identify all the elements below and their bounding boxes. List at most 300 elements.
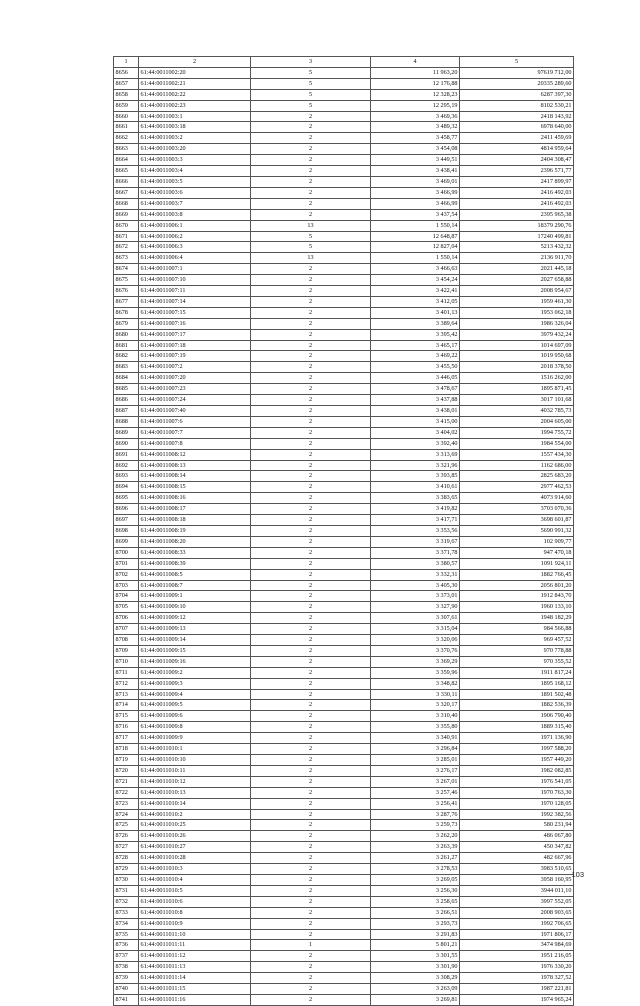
cadastral-number-cell: 61:44:0011009:2 (139, 667, 251, 678)
specific-value-cell: 3 469,36 (371, 111, 460, 122)
row-number-cell: 8683 (114, 362, 139, 373)
data-table (113, 56, 574, 1006)
cadastral-number-cell: 61:44:0011011:12 (139, 951, 251, 962)
cadastral-value-cell: 1957 449,20 (460, 755, 574, 766)
cadastral-number-cell: 61:44:0011009:13 (139, 624, 251, 635)
table-row (114, 842, 574, 853)
cadastral-number-cell: 61:44:0011007:7 (139, 427, 251, 438)
cadastral-number-cell: 61:44:0011007:24 (139, 395, 251, 406)
group-cell: 2 (251, 482, 371, 493)
specific-value-cell: 3 308,29 (371, 973, 460, 984)
row-number-cell: 8711 (114, 667, 139, 678)
cadastral-number-cell: 61:44:0011003:4 (139, 166, 251, 177)
table-row (114, 198, 574, 209)
cadastral-number-cell: 61:44:0011009:6 (139, 711, 251, 722)
cadastral-value-cell: 2417 899,97 (460, 176, 574, 187)
cadastral-number-cell: 61:44:0011010:25 (139, 820, 251, 831)
group-cell: 5 (251, 242, 371, 253)
row-number-cell: 8681 (114, 340, 139, 351)
cadastral-number-cell: 61:44:0011003:2 (139, 133, 251, 144)
specific-value-cell: 3 266,51 (371, 907, 460, 918)
specific-value-cell: 3 393,85 (371, 471, 460, 482)
cadastral-value-cell: 1971 136,90 (460, 733, 574, 744)
specific-value-cell: 3 348,82 (371, 678, 460, 689)
specific-value-cell: 3 330,11 (371, 689, 460, 700)
specific-value-cell: 3 466,99 (371, 198, 460, 209)
cadastral-number-cell: 61:44:0011010:27 (139, 842, 251, 853)
group-cell: 2 (251, 384, 371, 395)
cadastral-value-cell: 1987 221,81 (460, 984, 574, 995)
table-row (114, 591, 574, 602)
row-number-cell: 8695 (114, 493, 139, 504)
group-cell: 2 (251, 362, 371, 373)
row-number-cell: 8669 (114, 209, 139, 220)
group-cell: 2 (251, 973, 371, 984)
row-number-cell: 8680 (114, 329, 139, 340)
row-number-cell: 8689 (114, 427, 139, 438)
cadastral-value-cell: 1882 766,45 (460, 569, 574, 580)
row-number-cell: 8719 (114, 755, 139, 766)
cadastral-value-cell: 2395 965,38 (460, 209, 574, 220)
cadastral-value-cell: 3983 510,65 (460, 864, 574, 875)
header-col-5: 5 (460, 57, 574, 68)
row-number-cell: 8714 (114, 700, 139, 711)
table-row (114, 558, 574, 569)
specific-value-cell: 12 176,88 (371, 78, 460, 89)
cadastral-value-cell: 4032 785,73 (460, 406, 574, 417)
specific-value-cell: 3 489,32 (371, 122, 460, 133)
group-cell: 2 (251, 493, 371, 504)
row-number-cell: 8735 (114, 929, 139, 940)
table-row (114, 667, 574, 678)
table-row (114, 275, 574, 286)
table-row (114, 994, 574, 1005)
row-number-cell: 8700 (114, 547, 139, 558)
group-cell: 2 (251, 395, 371, 406)
cadastral-value-cell: 1992 706,65 (460, 918, 574, 929)
cadastral-value-cell: 2404 308,47 (460, 155, 574, 166)
cadastral-value-cell: 5690 991,32 (460, 525, 574, 536)
table-row (114, 373, 574, 384)
cadastral-number-cell: 61:44:0011007:15 (139, 307, 251, 318)
cadastral-number-cell: 61:44:0011003:8 (139, 209, 251, 220)
cadastral-number-cell: 61:44:0011010:11 (139, 765, 251, 776)
table-row (114, 166, 574, 177)
specific-value-cell: 3 466,99 (371, 187, 460, 198)
cadastral-number-cell: 61:44:0011002:20 (139, 67, 251, 78)
specific-value-cell: 12 295,19 (371, 100, 460, 111)
cadastral-number-cell: 61:44:0011010:12 (139, 776, 251, 787)
group-cell: 5 (251, 89, 371, 100)
header-col-1: 1 (114, 57, 139, 68)
group-cell: 2 (251, 449, 371, 460)
specific-value-cell: 3 278,53 (371, 864, 460, 875)
row-number-cell: 8737 (114, 951, 139, 962)
specific-value-cell: 3 438,01 (371, 406, 460, 417)
cadastral-value-cell: 1976 541,05 (460, 776, 574, 787)
cadastral-value-cell: 3698 601,87 (460, 515, 574, 526)
specific-value-cell: 3 395,42 (371, 329, 460, 340)
row-number-cell: 8667 (114, 187, 139, 198)
group-cell: 2 (251, 427, 371, 438)
cadastral-number-cell: 61:44:0011009:5 (139, 700, 251, 711)
specific-value-cell: 3 321,96 (371, 460, 460, 471)
row-number-cell: 8738 (114, 962, 139, 973)
specific-value-cell: 3 466,63 (371, 264, 460, 275)
cadastral-number-cell: 61:44:0011003:20 (139, 144, 251, 155)
table-row (114, 874, 574, 885)
table-row (114, 896, 574, 907)
table-row (114, 340, 574, 351)
cadastral-value-cell: 18379 290,76 (460, 220, 574, 231)
group-cell: 2 (251, 831, 371, 842)
cadastral-number-cell: 61:44:0011010:4 (139, 874, 251, 885)
cadastral-number-cell: 61:44:0011010:8 (139, 907, 251, 918)
table-row (114, 984, 574, 995)
table-row (114, 525, 574, 536)
group-cell: 2 (251, 504, 371, 515)
specific-value-cell: 3 373,01 (371, 591, 460, 602)
group-cell: 2 (251, 275, 371, 286)
cadastral-value-cell: 6287 397,30 (460, 89, 574, 100)
row-number-cell: 8725 (114, 820, 139, 831)
row-number-cell: 8732 (114, 896, 139, 907)
group-cell: 2 (251, 907, 371, 918)
cadastral-number-cell: 61:44:0011003:6 (139, 187, 251, 198)
group-cell: 2 (251, 645, 371, 656)
group-cell: 2 (251, 787, 371, 798)
cadastral-number-cell: 61:44:0011008:5 (139, 569, 251, 580)
specific-value-cell: 12 648,87 (371, 231, 460, 242)
cadastral-value-cell: 2416 492,03 (460, 187, 574, 198)
row-number-cell: 8682 (114, 351, 139, 362)
cadastral-number-cell: 61:44:0011003:1 (139, 111, 251, 122)
specific-value-cell: 3 454,24 (371, 275, 460, 286)
specific-value-cell: 3 258,65 (371, 896, 460, 907)
group-cell: 13 (251, 220, 371, 231)
row-number-cell: 8697 (114, 515, 139, 526)
table-row (114, 351, 574, 362)
specific-value-cell: 3 276,17 (371, 765, 460, 776)
cadastral-number-cell: 61:44:0011007:2 (139, 362, 251, 373)
table-row (114, 67, 574, 78)
group-cell: 2 (251, 187, 371, 198)
cadastral-number-cell: 61:44:0011009:16 (139, 656, 251, 667)
table-row (114, 176, 574, 187)
cadastral-number-cell: 61:44:0011007:6 (139, 416, 251, 427)
group-cell: 2 (251, 874, 371, 885)
cadastral-value-cell: 1953 062,18 (460, 307, 574, 318)
table-row (114, 144, 574, 155)
table-row (114, 536, 574, 547)
row-number-cell: 8658 (114, 89, 139, 100)
cadastral-number-cell: 61:44:0011011:11 (139, 940, 251, 951)
cadastral-number-cell: 61:44:0011006:1 (139, 220, 251, 231)
cadastral-number-cell: 61:44:0011003:5 (139, 176, 251, 187)
cadastral-value-cell: 1891 502,48 (460, 689, 574, 700)
row-number-cell: 8685 (114, 384, 139, 395)
table-row (114, 220, 574, 231)
cadastral-number-cell: 61:44:0011007:23 (139, 384, 251, 395)
row-number-cell: 8733 (114, 907, 139, 918)
cadastral-value-cell: 2008 954,67 (460, 286, 574, 297)
row-number-cell: 8663 (114, 144, 139, 155)
specific-value-cell: 3 320,06 (371, 635, 460, 646)
row-number-cell: 8718 (114, 744, 139, 755)
cadastral-number-cell: 61:44:0011010:28 (139, 853, 251, 864)
cadastral-number-cell: 61:44:0011007:11 (139, 286, 251, 297)
cadastral-number-cell: 61:44:0011009:9 (139, 733, 251, 744)
table-row (114, 656, 574, 667)
cadastral-value-cell: 984 566,88 (460, 624, 574, 635)
specific-value-cell: 3 263,39 (371, 842, 460, 853)
table-row (114, 547, 574, 558)
specific-value-cell: 3 287,76 (371, 809, 460, 820)
row-number-cell: 8730 (114, 874, 139, 885)
row-number-cell: 8740 (114, 984, 139, 995)
table-row (114, 809, 574, 820)
group-cell: 2 (251, 460, 371, 471)
specific-value-cell: 1 550,14 (371, 220, 460, 231)
group-cell: 2 (251, 547, 371, 558)
cadastral-number-cell: 61:44:0011010:9 (139, 918, 251, 929)
table-row (114, 711, 574, 722)
row-number-cell: 8703 (114, 580, 139, 591)
cadastral-value-cell: 2416 492,03 (460, 198, 574, 209)
cadastral-value-cell: 450 347,82 (460, 842, 574, 853)
row-number-cell: 8734 (114, 918, 139, 929)
header-col-4: 4 (371, 57, 460, 68)
cadastral-value-cell: 1960 133,10 (460, 602, 574, 613)
cadastral-number-cell: 61:44:0011007:14 (139, 296, 251, 307)
row-number-cell: 8729 (114, 864, 139, 875)
group-cell: 2 (251, 896, 371, 907)
row-number-cell: 8701 (114, 558, 139, 569)
cadastral-value-cell: 1091 924,11 (460, 558, 574, 569)
table-row (114, 449, 574, 460)
cadastral-value-cell: 17240 499,81 (460, 231, 574, 242)
specific-value-cell: 3 446,05 (371, 373, 460, 384)
row-number-cell: 8713 (114, 689, 139, 700)
row-number-cell: 8702 (114, 569, 139, 580)
row-number-cell: 8675 (114, 275, 139, 286)
cadastral-number-cell: 61:44:0011010:2 (139, 809, 251, 820)
group-cell: 2 (251, 613, 371, 624)
cadastral-number-cell: 61:44:0011003:7 (139, 198, 251, 209)
specific-value-cell: 3 410,61 (371, 482, 460, 493)
row-number-cell: 8676 (114, 286, 139, 297)
group-cell: 2 (251, 591, 371, 602)
cadastral-value-cell: 97619 712,00 (460, 67, 574, 78)
row-number-cell: 8726 (114, 831, 139, 842)
specific-value-cell: 3 355,80 (371, 722, 460, 733)
cadastral-number-cell: 61:44:0011011:16 (139, 994, 251, 1005)
cadastral-number-cell: 61:44:0011011:13 (139, 962, 251, 973)
specific-value-cell: 3 380,57 (371, 558, 460, 569)
specific-value-cell: 3 359,96 (371, 667, 460, 678)
row-number-cell: 8657 (114, 78, 139, 89)
cadastral-value-cell: 20335 289,60 (460, 78, 574, 89)
group-cell: 2 (251, 166, 371, 177)
table-row (114, 820, 574, 831)
cadastral-value-cell: 1162 686,00 (460, 460, 574, 471)
specific-value-cell: 3 301,90 (371, 962, 460, 973)
table-row (114, 907, 574, 918)
table-row (114, 765, 574, 776)
cadastral-value-cell: 969 457,52 (460, 635, 574, 646)
group-cell: 2 (251, 929, 371, 940)
cadastral-number-cell: 61:44:0011008:12 (139, 449, 251, 460)
specific-value-cell: 3 307,61 (371, 613, 460, 624)
row-number-cell: 8728 (114, 853, 139, 864)
table-row (114, 438, 574, 449)
header-row (114, 57, 574, 68)
specific-value-cell: 3 262,20 (371, 831, 460, 842)
table-row (114, 700, 574, 711)
cadastral-number-cell: 61:44:0011003:18 (139, 122, 251, 133)
group-cell: 2 (251, 864, 371, 875)
cadastral-number-cell: 61:44:0011008:39 (139, 558, 251, 569)
cadastral-value-cell: 2977 462,53 (460, 482, 574, 493)
group-cell: 2 (251, 416, 371, 427)
table-row (114, 929, 574, 940)
cadastral-value-cell: 2418 143,92 (460, 111, 574, 122)
row-number-cell: 8736 (114, 940, 139, 951)
specific-value-cell: 3 293,73 (371, 918, 460, 929)
specific-value-cell: 5 801,21 (371, 940, 460, 951)
specific-value-cell: 3 369,29 (371, 656, 460, 667)
cadastral-number-cell: 61:44:0011008:17 (139, 504, 251, 515)
row-number-cell: 8698 (114, 525, 139, 536)
cadastral-number-cell: 61:44:0011007:16 (139, 318, 251, 329)
specific-value-cell: 11 963,20 (371, 67, 460, 78)
cadastral-value-cell: 1978 327,52 (460, 973, 574, 984)
table-row (114, 307, 574, 318)
cadastral-number-cell: 61:44:0011006:4 (139, 253, 251, 264)
row-number-cell: 8721 (114, 776, 139, 787)
specific-value-cell: 3 465,17 (371, 340, 460, 351)
specific-value-cell: 3 370,76 (371, 645, 460, 656)
table-body (114, 67, 574, 1005)
group-cell: 2 (251, 885, 371, 896)
specific-value-cell: 3 371,78 (371, 547, 460, 558)
table-row (114, 624, 574, 635)
cadastral-value-cell: 1992 382,56 (460, 809, 574, 820)
cadastral-number-cell: 61:44:0011008:33 (139, 547, 251, 558)
cadastral-value-cell: 2825 683,20 (460, 471, 574, 482)
specific-value-cell: 3 404,02 (371, 427, 460, 438)
specific-value-cell: 3 392,40 (371, 438, 460, 449)
table-row (114, 133, 574, 144)
row-number-cell: 8692 (114, 460, 139, 471)
table-row (114, 471, 574, 482)
cadastral-value-cell: 3703 070,36 (460, 504, 574, 515)
cadastral-number-cell: 61:44:0011008:14 (139, 471, 251, 482)
table-row (114, 416, 574, 427)
row-number-cell: 8708 (114, 635, 139, 646)
cadastral-value-cell: 3997 552,05 (460, 896, 574, 907)
group-cell: 2 (251, 842, 371, 853)
table-row (114, 973, 574, 984)
cadastral-number-cell: 61:44:0011007:17 (139, 329, 251, 340)
cadastral-value-cell: 3474 984,69 (460, 940, 574, 951)
group-cell: 2 (251, 133, 371, 144)
cadastral-number-cell: 61:44:0011009:15 (139, 645, 251, 656)
row-number-cell: 8706 (114, 613, 139, 624)
table-row (114, 787, 574, 798)
table-row (114, 231, 574, 242)
specific-value-cell: 3 469,22 (371, 351, 460, 362)
group-cell: 2 (251, 667, 371, 678)
row-number-cell: 8705 (114, 602, 139, 613)
table-row (114, 242, 574, 253)
group-cell: 2 (251, 286, 371, 297)
table-row (114, 733, 574, 744)
row-number-cell: 8686 (114, 395, 139, 406)
row-number-cell: 8660 (114, 111, 139, 122)
row-number-cell: 8739 (114, 973, 139, 984)
group-cell: 2 (251, 809, 371, 820)
row-number-cell: 8661 (114, 122, 139, 133)
table-row (114, 602, 574, 613)
specific-value-cell: 3 257,46 (371, 787, 460, 798)
group-cell: 2 (251, 144, 371, 155)
cadastral-value-cell: 3944 011,10 (460, 885, 574, 896)
table-row (114, 286, 574, 297)
table-row (114, 613, 574, 624)
cadastral-number-cell: 61:44:0011008:19 (139, 525, 251, 536)
group-cell: 2 (251, 951, 371, 962)
table-row (114, 482, 574, 493)
row-number-cell: 8699 (114, 536, 139, 547)
group-cell: 2 (251, 471, 371, 482)
row-number-cell: 8704 (114, 591, 139, 602)
cadastral-value-cell: 3017 101,68 (460, 395, 574, 406)
row-number-cell: 8671 (114, 231, 139, 242)
specific-value-cell: 3 319,67 (371, 536, 460, 547)
table-row (114, 755, 574, 766)
specific-value-cell: 3 422,41 (371, 286, 460, 297)
specific-value-cell: 3 340,91 (371, 733, 460, 744)
specific-value-cell: 3 419,82 (371, 504, 460, 515)
cadastral-number-cell: 61:44:0011010:26 (139, 831, 251, 842)
cadastral-value-cell: 1889 315,40 (460, 722, 574, 733)
row-number-cell: 8715 (114, 711, 139, 722)
table-row (114, 645, 574, 656)
cadastral-number-cell: 61:44:0011010:1 (139, 744, 251, 755)
specific-value-cell: 3 389,64 (371, 318, 460, 329)
table-row (114, 504, 574, 515)
group-cell: 2 (251, 536, 371, 547)
specific-value-cell: 3 313,69 (371, 449, 460, 460)
group-cell: 5 (251, 231, 371, 242)
group-cell: 2 (251, 624, 371, 635)
cadastral-value-cell: 970 355,52 (460, 656, 574, 667)
group-cell: 2 (251, 984, 371, 995)
table-row (114, 776, 574, 787)
group-cell: 2 (251, 122, 371, 133)
table-row (114, 951, 574, 962)
row-number-cell: 8674 (114, 264, 139, 275)
header-col-2: 2 (139, 57, 251, 68)
cadastral-value-cell: 1912 843,70 (460, 591, 574, 602)
cadastral-value-cell: 3979 432,24 (460, 329, 574, 340)
row-number-cell: 8656 (114, 67, 139, 78)
cadastral-value-cell: 2136 911,70 (460, 253, 574, 264)
table-row (114, 122, 574, 133)
group-cell: 2 (251, 776, 371, 787)
cadastral-number-cell: 61:44:0011007:1 (139, 264, 251, 275)
